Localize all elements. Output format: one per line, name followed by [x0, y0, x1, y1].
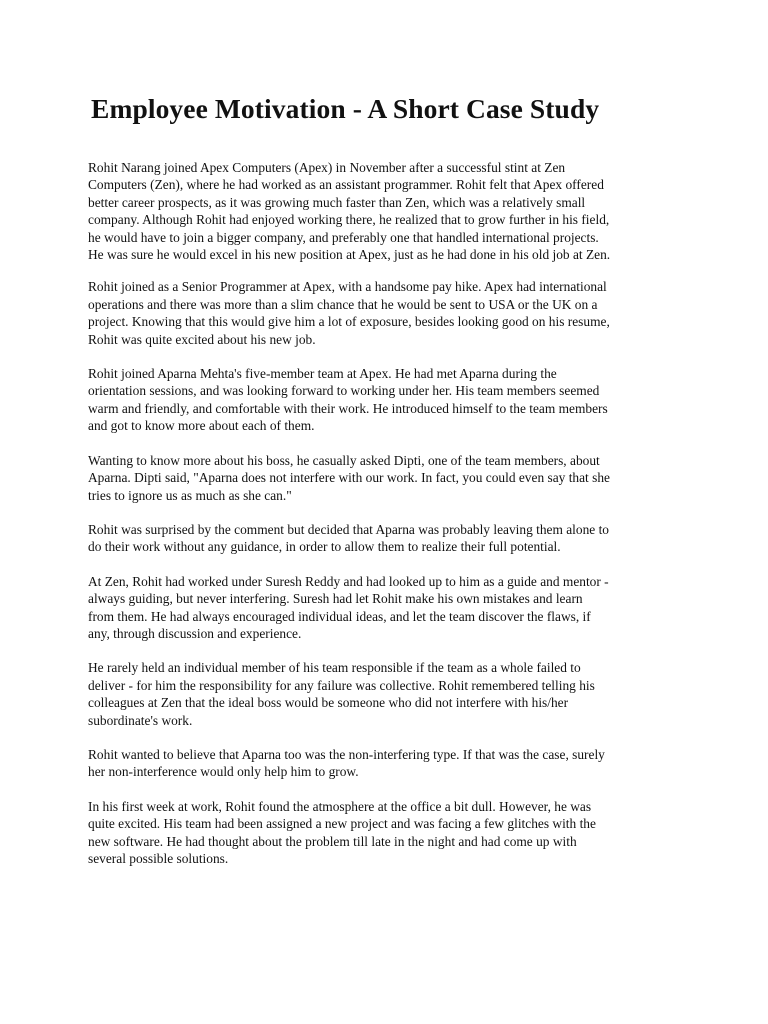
- paragraph-8: [88, 746, 688, 781]
- paragraph-line: He rarely held an individual member of his team responsible if the team as a whole failed to: [88, 660, 581, 676]
- paragraph-line: He was sure he would excel in his new position at Apex, just as he had done in his old job at Zen.: [88, 247, 611, 263]
- paragraph-spacer: [88, 435, 688, 452]
- paragraph-line: In his first week at work, Rohit found the atmosphere at the office a bit dull. However, he was: [88, 798, 592, 814]
- paragraph-line: Rohit Narang joined Apex Computers (Apex) in November after a successful stint at Zen: [88, 160, 566, 175]
- paragraph-line: Computers (Zen), where he had worked as an assistant programmer. Rohit felt that Apex offered: [88, 177, 604, 193]
- paragraph-line: Rohit was surprised by the comment but decided that Aparna was probably leaving them alone to: [88, 521, 609, 537]
- paragraph-line: Aparna. Dipti said, "Aparna does not interfere with our work. In fact, you could even say that she: [88, 470, 610, 486]
- paragraph-spacer: [88, 348, 688, 365]
- paragraph-line: colleagues at Zen that the ideal boss would be someone who did not interfere with his/her: [88, 695, 569, 711]
- paragraph-spacer: [88, 504, 688, 521]
- paragraph-line: Rohit wanted to believe that Aparna too was the non-interfering type. If that was the case, surely: [88, 746, 605, 762]
- paragraph-line: quite excited. His team had been assigned a new project and was facing a few glitches with the: [88, 816, 596, 832]
- paragraph-line: warm and friendly, and comfortable with their work. He introduced himself to the team members: [88, 400, 608, 416]
- paragraph-1: [88, 159, 688, 263]
- paragraph-line: project. Knowing that this would give him a lot of exposure, besides looking good on his resume,: [88, 314, 610, 330]
- paragraph-line: new software. He had thought about the problem till late in the night and had come up with: [88, 833, 577, 849]
- paragraph-line: subordinate's work.: [88, 712, 193, 728]
- paragraph-9: [88, 798, 688, 868]
- paragraph-spacer: [88, 729, 688, 746]
- paragraph-line: any, through discussion and experience.: [88, 625, 302, 641]
- paragraph-spacer: [88, 263, 688, 278]
- paragraph-5: [88, 521, 688, 556]
- paragraph-line: her non-interference would only help him to grow.: [88, 764, 359, 780]
- paragraph-spacer: [88, 642, 688, 659]
- paragraph-line: At Zen, Rohit had worked under Suresh Reddy and had looked up to him as a guide and mentor -: [88, 573, 609, 589]
- paragraph-line: operations and there was more than a slim chance that he would be sent to USA or the UK on a: [88, 296, 598, 312]
- paragraph-spacer: [88, 556, 688, 573]
- paragraph-spacer: [88, 781, 688, 798]
- paragraph-line: company. Although Rohit had enjoyed working there, he realized that to grow further in his field,: [88, 212, 610, 228]
- paragraph-line: several possible solutions.: [88, 851, 229, 866]
- paragraph-line: do their work without any guidance, in order to allow them to realize their full potential.: [88, 539, 561, 555]
- paragraph-line: Rohit was quite excited about his new job.: [88, 331, 316, 347]
- document-body: [88, 159, 688, 867]
- paragraph-line: Rohit joined Aparna Mehta's five-member team at Apex. He had met Aparna during the: [88, 366, 557, 382]
- paragraph-6: [88, 573, 688, 643]
- paragraph-7: [88, 659, 688, 729]
- paragraph-line: Rohit joined as a Senior Programmer at Apex, with a handsome pay hike. Apex had international: [88, 279, 607, 295]
- paragraph-line: and got to know more about each of them.: [88, 418, 315, 434]
- paragraph-line: he would have to join a bigger company, and preferably one that handled international projects.: [88, 229, 599, 245]
- paragraph-line: deliver - for him the responsibility for any failure was collective. Rohit remembered telling his: [88, 677, 595, 693]
- paragraph-line: Wanting to know more about his boss, he casually asked Dipti, one of the team members, about: [88, 452, 600, 468]
- paragraph-line: from them. He had always encouraged individual ideas, and let the team discover the flaws, if: [88, 608, 591, 624]
- document-title: Employee Motivation - A Short Case Study: [91, 93, 600, 124]
- paragraph-2: [88, 278, 688, 348]
- paragraph-line: tries to ignore us as much as she can.": [88, 487, 292, 503]
- paragraph-line: always guiding, but never interfering. Suresh had let Rohit make his own mistakes and learn: [88, 591, 583, 607]
- paragraph-line: orientation sessions, and was looking forward to working under her. His team members seemed: [88, 383, 600, 399]
- paragraph-3: [88, 365, 688, 435]
- paragraph-4: [88, 452, 688, 504]
- paragraph-line: better career prospects, as it was growing much faster than Zen, which was a relatively small: [88, 194, 586, 210]
